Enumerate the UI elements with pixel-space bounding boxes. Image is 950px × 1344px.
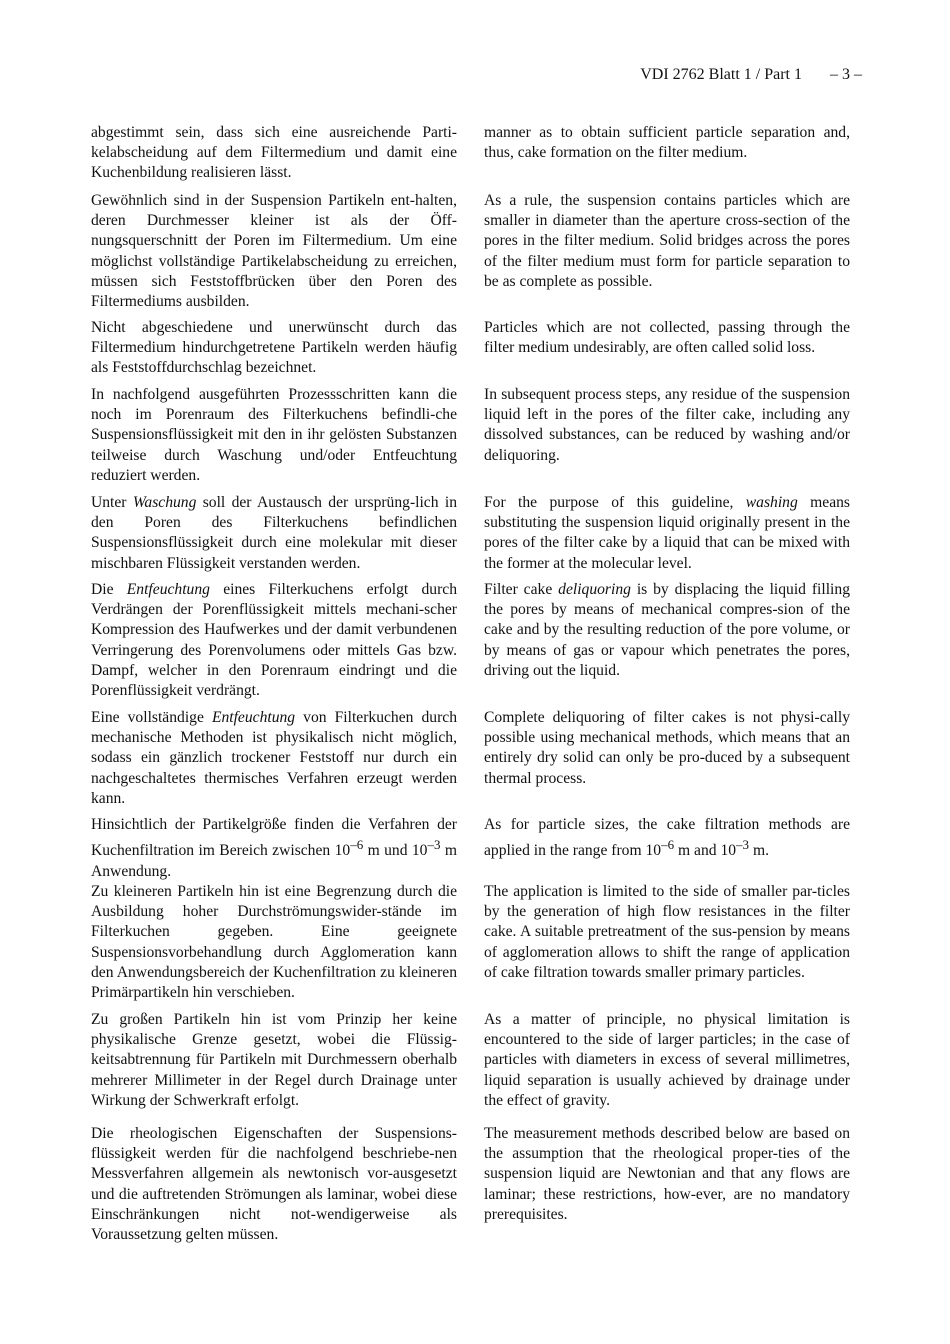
term-deliquoring-de: Entfeuchtung: [126, 581, 210, 598]
paragraph-de: Zu kleineren Partikeln hin ist eine Begrenzung durch die Ausbildung hoher Durchströmungswider-stände im Filterkuchen gegeben. Eine geeignete Suspensionsvorbehandlung durch Agglomeration kann den Anwendungsbereich der Kuchenfiltration zu kleineren Primärpartikeln hin verschieben.: [91, 883, 457, 1002]
paragraph-de: Gewöhnlich sind in der Suspension Partikeln ent-halten, deren Durchmesser kleiner ist als der Öff-nungsquerschnitt der Poren im Filtermedium. Um eine möglichst vollständige Partikelabscheidung zu erreichen, müssen sich Feststoffbrücken über den Poren des Filtermediums ausbilden.: [91, 192, 457, 311]
paragraph-en: As a matter of principle, no physical limitation is encountered to the side of larger particles; in the case of particles with diameters in excess of several millimetres, liquid separation is usually achieved by drainage under the effect of gravity.: [484, 1011, 850, 1109]
term-deliquoring-en: deliquoring: [558, 581, 631, 598]
paragraph-de: Eine vollständige Entfeuchtung von Filterkuchen durch mechanische Methoden ist physikalisch nicht möglich, sodass ein gänzlich trockener Feststoff nur durch ein nachgeschaltetes thermisches Verfahren erzeugt werden kann.: [91, 709, 457, 807]
page-number: – 3 –: [830, 66, 862, 83]
document-reference: VDI 2762 Blatt 1 / Part 1: [640, 66, 802, 83]
paragraph-de: In nachfolgend ausgeführten Prozessschritten kann die noch im Porenraum des Filterkuchens befindli-che Suspensionsflüssigkeit mit den in ihr gelösten Substanzen teilweise durch Waschung und/oder Entfeuchtung reduziert werden.: [91, 386, 457, 484]
paragraph-en: Particles which are not collected, passing through the filter medium undesirably, are often called solid loss.: [484, 319, 850, 357]
paragraph-de: abgestimmt sein, dass sich eine ausreichende Parti-kelabscheidung auf dem Filtermedium und damit eine Kuchenbildung realisieren lässt.: [91, 124, 457, 182]
paragraph-de: Unter Waschung soll der Austausch der ursprüng-lich in den Poren des Filterkuchens befindlichen Suspensionsflüssigkeit durch eine molekular mit dieser mischbaren Flüssigkeit verstanden werden.: [91, 494, 457, 572]
paragraph-en: As a rule, the suspension contains particles which are smaller in diameter than the aperture cross-section of the pores in the filter medium. Solid bridges across the pores of the filter medium must form for particle separation to be as complete as possible.: [484, 192, 850, 290]
term-deliquoring-de: Entfeuchtung: [211, 709, 296, 726]
paragraph-en: Complete deliquoring of filter cakes is not physi-cally possible using mechanical methods, which means that an entirely dry solid can only be pro-duced by a subsequent thermal process.: [484, 709, 850, 787]
term-washing-de: Waschung: [132, 494, 197, 511]
paragraph-en: As for particle sizes, the cake filtration methods are applied in the range from $10^{-6}$ m and $10^{-3}$ m.: [484, 816, 850, 860]
term-washing-en: washing: [745, 494, 798, 511]
page-header: [640, 66, 862, 84]
paragraph-en: manner as to obtain sufficient particle separation and, thus, cake formation on the filter medium.: [484, 124, 850, 162]
paragraph-de: Die Entfeuchtung eines Filterkuchens erfolgt durch Verdrängen der Porenflüssigkeit mittels mechani-scher Kompression des Haufwerkes und der damit verbundenen Verringerung des Porenvolumens oder mittels Gas bzw. Dampf, welcher in den Porenraum eindringt und die Porenflüssigkeit verdrängt.: [91, 581, 457, 700]
paragraph-de: Zu großen Partikeln hin ist vom Prinzip her keine physikalische Grenze gesetzt, wobei die Flüssig-keitsabtrennung für Partikeln mit Durchmessern oberhalb mehrerer Millimeter in der Regel durch Drainage unter Wirkung der Schwerkraft erfolgt.: [91, 1011, 457, 1109]
paragraph-en: For the purpose of this guideline, washing means substituting the suspension liquid originally present in the pores of the filter cake by a liquid that can be mixed with the former at the molecular level.: [484, 494, 850, 572]
paragraph-en: In subsequent process steps, any residue of the suspension liquid left in the pores of the filter cake, including any dissolved substances, can be reduced by washing and/or deliquoring.: [484, 386, 850, 464]
paragraph-en: Filter cake deliquoring is by displacing the liquid filling the pores by means of mechanical compres-sion of the cake and by the resulting reduction of the pore volume, or by means of gas or vapour which penetrates the pores, driving out the liquid.: [484, 581, 850, 679]
paragraph-de: Nicht abgeschiedene und unerwünscht durch das Filtermedium hindurchgetretene Partikeln werden häufig als Feststoffdurchschlag bezeichnet.: [91, 319, 457, 377]
paragraph-en: The application is limited to the side of smaller par-ticles by the generation of high flow resistances in the filter cake. A suitable pretreatment of the sus-pension by means of agglomeration allows to shift the range of application of cake filtration towards smaller primary particles.: [484, 883, 850, 981]
paragraph-en: The measurement methods described below are based on the assumption that the rheological proper-ties of the suspension liquid are Newtonian and that any flows are laminar; these restrictions, how-ever, are no mandatory prerequisites.: [484, 1125, 850, 1223]
paragraph-de: Die rheologischen Eigenschaften der Suspensions-flüssigkeit werden für die nachfolgend beschriebe-nen Messverfahren allgemein als newtonisch vor-ausgesetzt und die auftretenden Strömungen als laminar, wobei diese Einschränkungen nicht not-wendigerweise als Voraussetzung gelten müssen.: [91, 1125, 457, 1244]
paragraph-de: Hinsichtlich der Partikelgröße finden die Verfahren der Kuchenfiltration im Bereich zwischen $10^{-6}$ m und $10^{-3}$ m Anwendung.: [91, 816, 458, 880]
